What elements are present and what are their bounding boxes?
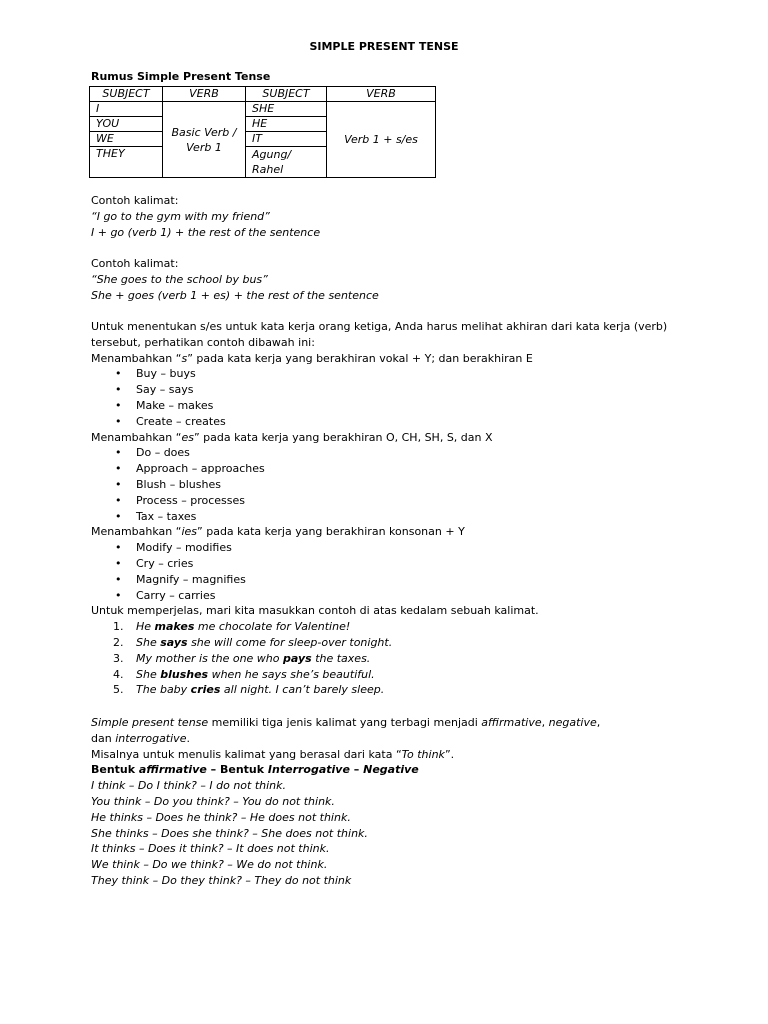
table-cell: Verb 1 + s/es: [327, 102, 436, 178]
types-text: Simple present tense: [91, 716, 209, 729]
table-cell: IT: [246, 132, 327, 147]
example-label: Contoh kalimat:: [91, 194, 179, 207]
sentence-verb: blushes: [160, 667, 209, 681]
forms-heading-text: –: [349, 763, 364, 777]
list-item: • Make – makes: [91, 398, 667, 414]
sentence-text: the taxes.: [311, 651, 371, 665]
list-item: [91, 635, 667, 651]
sentence-list: [91, 619, 667, 698]
sentence-verb: says: [160, 635, 188, 649]
rule-text: Menambahkan “: [91, 525, 182, 539]
rule-suffix: s: [181, 351, 188, 365]
form-line: I think – Do I think? – I do not think.: [91, 779, 287, 793]
form-line: You think – Do you think? – You do not think.: [91, 794, 335, 808]
example-pattern: She + goes (verb 1 + es) + the rest of the sentence: [91, 288, 379, 302]
page-title: SIMPLE PRESENT TENSE: [309, 40, 459, 53]
rule-es-heading: [91, 430, 667, 446]
intro-line: Untuk menentukan s/es untuk kata kerja orang ketiga, Anda harus melihat akhiran dari kata kerja (verb): [91, 320, 668, 333]
example-2: [91, 256, 379, 303]
table-cell: THEY: [90, 147, 163, 178]
list-number: 3.: [113, 651, 124, 665]
form-line: We think – Do we think? – We do not think.: [91, 858, 328, 872]
table-header-cell: SUBJECT: [246, 87, 327, 102]
list-item: • Say – says: [91, 382, 667, 398]
table-header-cell: VERB: [327, 87, 436, 102]
list-item: • Tax – taxes: [91, 509, 667, 525]
list-item: • Create – creates: [91, 414, 667, 430]
list-item: [91, 619, 667, 635]
example-sentence: “I go to the gym with my friend”: [91, 209, 270, 223]
sentence-text: She: [136, 635, 161, 649]
list-number: 1.: [113, 620, 124, 634]
types-text: memiliki tiga jenis kalimat yang terbagi menjadi: [208, 716, 482, 729]
list-item: • Buy – buys: [91, 366, 667, 382]
table-cell: SHE: [246, 102, 327, 117]
list-item: • Do – does: [91, 445, 667, 461]
form-line: He thinks – Does he think? – He does not think.: [91, 810, 351, 824]
form-line: She thinks – Does she think? – She does not think.: [91, 826, 368, 840]
list-number: 2.: [113, 635, 124, 649]
list-item: • Blush – blushes: [91, 477, 667, 493]
forms-heading-text: Bentuk: [91, 763, 139, 777]
form-line: They think – Do they think? – They do not think: [91, 873, 352, 887]
table-header-cell: VERB: [163, 87, 246, 102]
types-text: ,: [541, 716, 549, 729]
rule-text: ” pada kata kerja yang berakhiran O, CH, SH, S, dan X: [193, 430, 493, 444]
list-item: • Approach – approaches: [91, 461, 667, 477]
sentence-text: she will come for sleep-over tonight.: [187, 635, 393, 649]
clarify-line: Untuk memperjelas, mari kita masukkan contoh di atas kedalam sebuah kalimat.: [91, 604, 539, 618]
list-number: 4.: [113, 667, 124, 681]
rule-text: Menambahkan “: [91, 430, 182, 444]
rule-text: Menambahkan “: [91, 351, 182, 365]
table-cell: Basic Verb / Verb 1: [163, 102, 246, 178]
forms-heading-text: affirmative: [138, 763, 207, 777]
table-cell: Agung/ Rahel: [246, 147, 327, 178]
table-cell: I: [90, 102, 163, 117]
example-sentence: “She goes to the school by bus”: [91, 272, 268, 286]
list-item: • Cry – cries: [91, 556, 667, 572]
rule-s-heading: [91, 351, 667, 367]
sentence-text: me chocolate for Valentine!: [194, 620, 351, 634]
rules-section: [91, 319, 667, 698]
sentence-text: all night. I can’t barely sleep.: [220, 683, 385, 697]
forms-heading: [91, 762, 600, 778]
list-item: [91, 651, 667, 667]
types-line: [91, 715, 600, 731]
think-text: Misalnya untuk menulis kalimat yang berasal dari kata “: [91, 747, 402, 761]
list-item: • Modify – modifies: [91, 540, 667, 556]
table-cell: WE: [90, 132, 163, 147]
sentence-text: He: [136, 620, 155, 634]
list-item: • Process – processes: [91, 493, 667, 509]
formula-table: [89, 86, 436, 178]
rule-suffix: ies: [181, 525, 198, 539]
sentence-text: My mother is the one who: [136, 651, 284, 665]
table-header-cell: SUBJECT: [90, 87, 163, 102]
table-cell: YOU: [90, 117, 163, 132]
example-1: [91, 193, 320, 240]
types-text: interrogative: [115, 731, 187, 745]
forms-heading-text: Interrogative: [267, 763, 350, 777]
rule-text: ” pada kata kerja yang berakhiran vokal + Y; dan berakhiran E: [187, 351, 533, 365]
forms-heading-text: Negative: [363, 763, 419, 777]
rule-suffix: es: [181, 430, 194, 444]
rule-ies-heading: [91, 524, 667, 540]
table-cell: HE: [246, 117, 327, 132]
list-item: • Magnify – magnifies: [91, 572, 667, 588]
sentence-text: when he says she’s beautiful.: [208, 667, 375, 681]
think-line: [91, 747, 600, 763]
form-line: It thinks – Does it think? – It does not think.: [91, 842, 330, 856]
think-text: ”.: [444, 747, 455, 761]
example-label: Contoh kalimat:: [91, 257, 179, 270]
sentence-text: She: [136, 667, 161, 681]
list-item: [91, 682, 667, 698]
types-section: [91, 715, 600, 889]
rule-ies-list: [91, 540, 667, 603]
rule-s-list: [91, 366, 667, 429]
sentence-text: The baby: [136, 683, 191, 697]
list-item: [91, 667, 667, 683]
types-text: ,: [596, 716, 601, 729]
think-text: To think: [401, 747, 445, 761]
types-text: negative: [548, 716, 597, 729]
types-text: affirmative: [481, 716, 542, 729]
list-item: • Carry – carries: [91, 588, 667, 604]
table-row: [90, 102, 436, 117]
sentence-verb: cries: [190, 683, 221, 697]
sentence-verb: makes: [154, 620, 195, 634]
intro-line: tersebut, perhatikan contoh dibawah ini:: [91, 335, 315, 349]
list-number: 5.: [113, 683, 124, 697]
example-pattern: I + go (verb 1) + the rest of the sentence: [91, 225, 321, 239]
types-text: .: [186, 731, 190, 745]
section-heading: Rumus Simple Present Tense: [91, 70, 271, 83]
forms-heading-text: – Bentuk: [206, 763, 268, 777]
table-header-row: [90, 87, 436, 102]
rule-text: ” pada kata kerja yang berakhiran konsonan + Y: [197, 525, 465, 539]
types-line: [91, 731, 600, 747]
sentence-verb: pays: [283, 651, 312, 665]
rule-es-list: [91, 445, 667, 524]
types-text: dan: [91, 731, 116, 745]
